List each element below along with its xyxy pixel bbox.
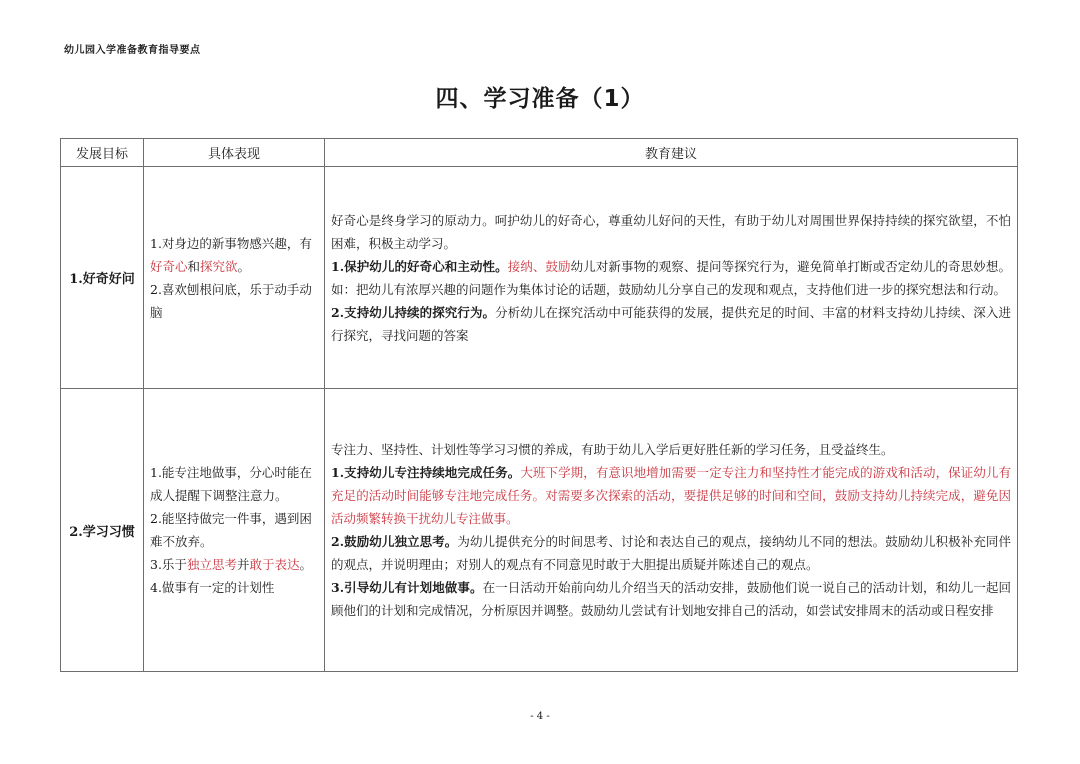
performance-cell: [144, 389, 325, 672]
performance-item: 4.做事有一定的计划性: [150, 580, 275, 595]
advice-item: 3.引导幼儿有计划地做事。在一日活动开始前向幼儿介绍当天的活动安排，鼓励他们说一说自己的活动计划，和幼儿一起回顾他们的计划和完成情况，分析原因并调整。鼓励幼儿尝试有计划地安排自己的活动，如尝试安排周末的活动或日程安排: [331, 580, 1011, 618]
performance-item: 1.能专注地做事，分心时能在成人提醒下调整注意力。: [150, 465, 312, 503]
performance-cell: [144, 167, 325, 389]
header-performance: 具体表现: [144, 139, 325, 167]
advice-item: 2.支持幼儿持续的探究行为。分析幼儿在探究活动中可能获得的发展，提供充足的时间、丰富的材料支持幼儿持续、深入进行探究，寻找问题的答案: [331, 304, 1011, 343]
page-title: 四、学习准备（1）: [435, 86, 645, 112]
header-goal: 发展目标: [61, 139, 144, 167]
table-row: [61, 389, 1018, 672]
header-advice: 教育建议: [325, 139, 1018, 167]
table-header-row: [61, 139, 1018, 167]
goal-cell: 2.学习习惯: [61, 389, 144, 672]
performance-item: 2.能坚持做完一件事，遇到困难不放弃。: [150, 511, 312, 549]
advice-item: 1.支持幼儿专注持续地完成任务。大班下学期，有意识地增加需要一定专注力和坚持性才能完成的游戏和活动，保证幼儿有充足的活动时间能够专注地完成任务。对需要多次探索的活动，要提供足够的时间和空间，鼓励支持幼儿持续完成，避免因活动频繁转换干扰幼儿专注做事。: [331, 465, 1011, 526]
table-row: [61, 167, 1018, 389]
advice-item: 1.保护幼儿的好奇心和主动性。接纳、鼓励幼儿对新事物的观察、提问等探究行为，避免简单打断或否定幼儿的奇思妙想。如：把幼儿有浓厚兴趣的问题作为集体讨论的话题，鼓励幼儿分享自己的发现和观点，支持他们进一步的探究想法和行动。: [331, 258, 1011, 297]
advice-cell: [325, 167, 1018, 389]
performance-item: 1.对身边的新事物感兴趣，有好奇心和探究欲。: [150, 235, 312, 274]
advice-item: 2.鼓励幼儿独立思考。为幼儿提供充分的时间思考、讨论和表达自己的观点，接纳幼儿不同的想法。鼓励幼儿积极补充同伴的观点，并说明理由；对别人的观点有不同意见时敢于大胆提出质疑并陈述自己的观点。: [331, 534, 1011, 572]
advice-cell: [325, 389, 1018, 672]
performance-item: 3.乐于独立思考并敢于表达。: [150, 557, 312, 572]
advice-intro: 专注力、坚持性、计划性等学习习惯的养成，有助于幼儿入学后更好胜任新的学习任务，且受益终生。: [331, 442, 894, 457]
performance-item: 2.喜欢刨根问底，乐于动手动脑: [150, 281, 312, 320]
advice-intro: 好奇心是终身学习的原动力。呵护幼儿的好奇心，尊重幼儿好问的天性，有助于幼儿对周围世界保持持续的探究欲望，不怕困难，积极主动学习。: [331, 212, 1011, 251]
guidance-table: [60, 138, 1018, 672]
header-note: 幼儿园入学准备教育指导要点: [64, 45, 201, 56]
goal-cell: 1.好奇好问: [61, 167, 144, 389]
page-number: - 4 -: [530, 711, 550, 722]
